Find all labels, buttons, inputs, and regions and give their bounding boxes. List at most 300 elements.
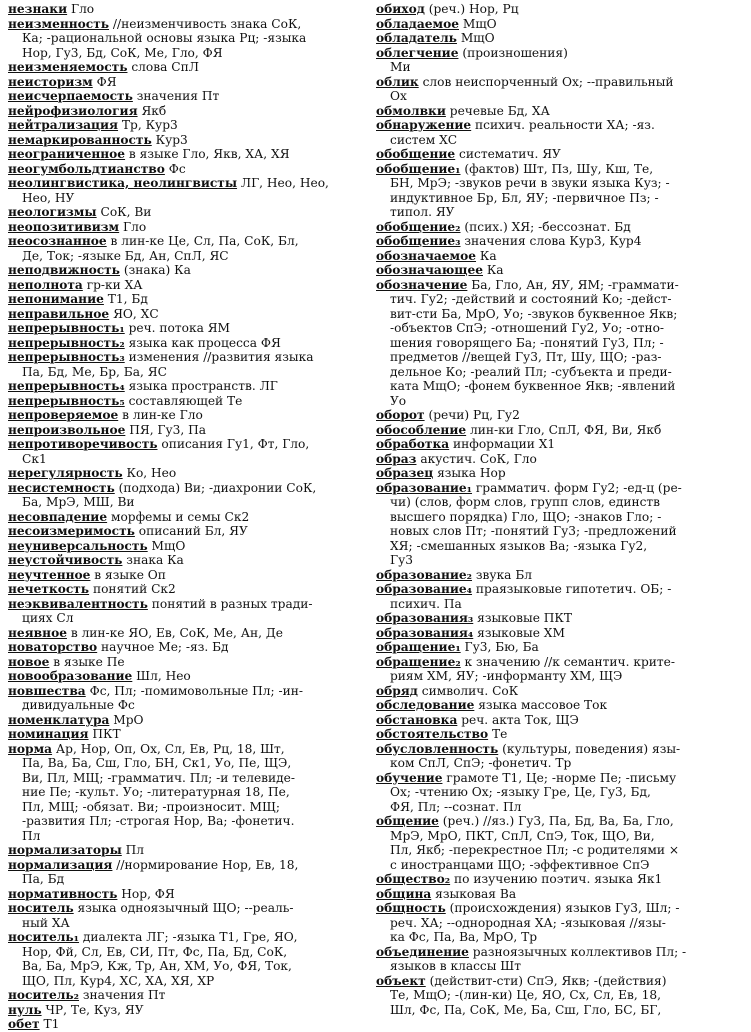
entry-continuation [8,611,364,626]
entry-text: языка Нор [433,466,506,480]
entry-continuation [8,974,364,989]
entry-headword: облегчение [376,45,459,60]
entry-headword: обобщение₁ [376,161,461,176]
entry-headword: обследование [376,698,475,712]
entry-text: Уо [390,393,407,408]
entry-text: ние Пе; -культ. Уо; -литературная 18, Пе, [22,785,290,799]
entry-headword: неизменность [8,16,110,31]
entry-text: Пл [22,828,41,843]
index-entry [8,582,364,597]
entry-text: информации Х1 [449,437,556,451]
entry-text: ный ХА [22,915,70,930]
entry-headword: общность [376,901,446,915]
entry-headword: непротиворечивость [8,437,158,451]
entry-text: Ви, Пл, МЩ; -грамматич. Пл; -и телевиде- [22,770,295,785]
entry-text: языка одноязычный ЩО; --реаль- [73,901,294,915]
entry-text: Ох [390,89,407,103]
entry-headword: образование₂ [376,567,473,582]
entry-headword: несоизмеримость [8,524,135,538]
entry-text: ЧР, Те, Куз, ЯУ [41,1002,144,1017]
entry-text: Де, Ток; -языке Бд, Ан, СпЛ, ЯС [22,248,229,263]
entry-headword: непрерывность₅ [8,393,125,408]
entry-text: языка пространств. ЛГ [124,379,278,393]
index-entry [8,510,364,525]
index-entry [376,452,732,467]
entry-text: языка как процесса ФЯ [124,335,281,350]
entry-text: (реч.) Нор, Рц [424,2,519,16]
entry-headword: неолингвистика, неолингвисты [8,176,238,190]
entry-text: вит-сти Ба, МрО, Уо; -звуков буквенное Якв; [390,306,678,321]
entry-text: Ми [390,60,411,74]
entry-text: ПЯ, Гу3, Па [125,422,207,437]
entry-text: слов неиспорченный Ох; --правильный [418,74,674,89]
index-entry [376,814,732,829]
index-entry [376,220,732,235]
entry-headword: непрерывность₄ [8,379,125,393]
entry-continuation [8,829,364,844]
entry-headword: неисторизм [8,74,93,89]
entry-headword: непрерывность₁ [8,321,125,335]
index-entry [8,466,364,481]
index-entry [376,901,732,916]
index-entry [376,162,732,177]
entry-text: изменения //развития языка [124,350,314,364]
entry-text: Шл, Фс, Па, СоК, Ме, Ба, Сш, Гло, БС, БГ, [390,1002,662,1017]
index-entry [376,887,732,902]
entry-text: дивидуальные Фс [22,698,135,712]
index-entry [376,872,732,887]
index-entry [8,568,364,583]
entry-headword: образования₄ [376,625,474,640]
entry-text: СоК, Ви [96,205,152,219]
entry-headword: норма [8,741,53,756]
entry-headword: обращение₁ [376,640,461,654]
entry-continuation [376,89,732,104]
entry-text: диалекта ЛГ; -языка Т1, Гре, ЯО, [79,930,298,944]
entry-text: разноязычных коллективов Пл; - [468,944,687,959]
entry-text: в языке Пе [49,654,125,669]
index-entry [8,887,364,902]
entry-text: Нор, Фй, Сл, Ев, СИ, Пт, Фс, Па, Бд, СоК, [22,944,288,959]
index-entry [8,118,364,133]
entry-text: МрО [109,712,144,727]
index-entry [8,553,364,568]
entry-text: дельное Ко; -реалий Пл; -субъекта и преди- [390,364,672,379]
entry-text: в лин-ке Це, Сл, Па, СоК, Бл, [106,234,299,248]
entry-continuation [376,176,732,191]
entry-text: Т1, Бд [103,292,148,306]
entry-text: предметов //вещей Гу3, Пт, Шу, ЩО; -раз- [390,350,662,364]
entry-headword: неправильное [8,306,110,321]
entry-text: Пл, Якб; -перекрестное Пл; -с родителями × [390,843,680,857]
entry-headword: обработка [376,437,450,451]
index-entry [8,858,364,873]
entry-text: циях Сл [22,611,74,625]
entry-headword: неопозитивизм [8,219,120,234]
index-entry [8,727,364,742]
entry-continuation [376,785,732,800]
entry-text: реч. потока ЯМ [124,321,231,335]
entry-text: (произношения) [458,45,568,60]
entry-text: ХЯ; -смешанных языков Ва; -языка Гу2, [390,538,648,553]
index-entry [376,118,732,133]
index-entry [376,17,732,32]
entry-headword: неосознанное [8,234,107,248]
entry-text: Нор, Гу3, Бд, СоК, Ме, Гло, ФЯ [22,45,223,60]
index-entry [8,524,364,539]
entry-headword: обобщение₂ [376,219,461,234]
index-entry [376,31,732,46]
entry-text: с иностранцами ЩО; -эффективное СпЭ [390,857,650,872]
entry-text: (псих.) ХЯ; -бессознат. Бд [460,219,631,234]
entry-headword: нормализация [8,857,113,872]
entry-continuation [376,292,732,307]
index-entry [8,988,364,1003]
index-entry [8,481,364,496]
entry-continuation [8,365,364,380]
entry-continuation [8,698,364,713]
entry-text: Па, Бд, Ме, Бр, Ба, ЯС [22,364,167,379]
entry-continuation [376,553,732,568]
entry-text: Пл [121,843,145,857]
entry-headword: неэквивалентность [8,596,148,611]
entry-continuation [376,495,732,510]
entry-text: ка Фс, Па, Ва, МрО, Тр [390,930,538,944]
entry-text: значения слова Кур3, Кур4 [460,234,642,248]
entry-continuation [376,756,732,771]
entry-headword: номинация [8,727,89,741]
entry-continuation [376,365,732,380]
entry-text: лин-ки Гло, СпЛ, ФЯ, Ви, Якб [466,422,662,437]
entry-headword: обозначение [376,277,468,292]
index-entry [376,626,732,641]
entry-text: тич. Гу2; -действий и состояний Ко; -дейст- [390,292,672,306]
index-entry [8,234,364,249]
entry-text: ком СпЛ, СпЭ; -фонетич. Тр [390,756,572,770]
entry-headword: неисчерпаемость [8,89,133,103]
entry-text: языковые ХМ [473,625,565,640]
index-entry [376,481,732,496]
entry-text: по изучению поэтич. языка Як1 [450,872,663,886]
entry-headword: объект [376,973,426,988]
entry-headword: образования₃ [376,611,474,625]
entry-continuation [8,495,364,510]
entry-continuation [376,321,732,336]
entry-continuation [376,307,732,322]
entry-headword: носитель₁ [8,930,80,944]
entry-continuation [8,771,364,786]
index-entry [376,408,732,423]
index-entry [8,437,364,452]
entry-text: языка массовое Ток [474,698,608,712]
entry-continuation [376,510,732,525]
entry-text: МщО [147,538,186,553]
index-entry [8,89,364,104]
entry-headword: непонимание [8,292,104,306]
entry-continuation [8,785,364,800]
entry-text: (подхода) Ви; -диахронии СоК, [114,480,317,495]
index-entry [8,162,364,177]
entry-text: составляющей Те [124,393,243,408]
entry-text: Т1 [39,1017,60,1031]
entry-text: систематич. ЯУ [455,147,561,161]
entry-text: ПКТ [88,727,121,741]
index-entry [8,104,364,119]
index-entry [8,655,364,670]
entry-text: ЯО, ХС [109,306,159,321]
entry-headword: обозначаемое [376,248,477,263]
entry-text: //неизменчивость знака СоК, [109,16,302,31]
entry-headword: неизменяемость [8,60,128,74]
index-entry [376,684,732,699]
entry-headword: незнаки [8,2,68,16]
entry-text: шения говорящего Ба; -понятий Гу3, Пл; - [390,335,664,350]
index-entry [8,684,364,699]
entry-text: знака Ка [122,553,184,567]
entry-text: высшего порядка) Гло, ЩО; -знаков Гло; - [390,509,662,524]
entry-text: (происхождения) языков Гу3, Шл; - [445,901,680,915]
entry-continuation [8,31,364,46]
entry-text: Гло [119,219,147,234]
entry-text: Гу3 [390,553,413,567]
entry-headword: носитель₂ [8,988,80,1002]
index-entry [8,379,364,394]
entry-headword: община [376,886,432,901]
entry-text: Ск1 [22,451,47,466]
index-entry [8,75,364,90]
index-entry [376,698,732,713]
entry-text: ката МщО; -фонем буквенное Якв; -явлений [390,379,676,393]
entry-headword: обиход [376,2,425,16]
entry-headword: нуль [8,1002,42,1017]
entry-continuation [376,336,732,351]
entry-headword: обстановка [376,712,458,727]
entry-headword: обусловленность [376,741,499,756]
entry-text: Ко, Нео [122,466,177,480]
entry-text: Шл, Нео [132,669,191,683]
entry-continuation [376,539,732,554]
entry-headword: обобщение₃ [376,234,461,248]
index-entry [8,176,364,191]
index-entry [8,930,364,945]
index-entry [376,655,732,670]
entry-headword: обет [8,1017,40,1031]
entry-text: Ка; -рациональной основы языка Рц; -языка [22,31,307,45]
index-entry [8,742,364,757]
entry-headword: обособление [376,422,467,437]
entry-text: систем ХС [390,132,458,147]
entry-text: Гу3, Бю, Ба [460,640,539,654]
entry-headword: неологизмы [8,205,97,219]
index-entry [376,713,732,728]
entry-continuation [8,191,364,206]
entry-text: понятий Ск2 [89,582,176,596]
entry-text: //нормирование Нор, Ев, 18, [112,857,299,872]
entry-headword: нечеткость [8,582,90,596]
index-entry [8,350,364,365]
entry-text: Нео, НУ [22,190,75,205]
entry-text: -развития Пл; -строгая Нор, Ва; -фонетич. [22,814,295,828]
index-entry [8,669,364,684]
entry-text: ФЯ [92,74,117,89]
entry-continuation [376,597,732,612]
entry-text: грамоте Т1, Це; -норме Пе; -письму [442,770,677,785]
entry-continuation [376,930,732,945]
entry-text: праязыковые гипотетич. ОБ; - [472,582,672,596]
entry-continuation [376,379,732,394]
entry-text: Па, Ва, Ба, Сш, Гло, БН, Ск1, Уо, Пе, ЩЭ, [22,756,292,770]
entry-text: риям ХМ, ЯУ; -информанту ХМ, ЩЭ [390,669,623,683]
entry-continuation [8,814,364,829]
entry-text: звука Бл [472,567,533,582]
index-entry [8,597,364,612]
entry-continuation [376,133,732,148]
entry-headword: новое [8,654,50,669]
entry-text: реч. ХА; --однородная ХА; -языковая //язы- [390,915,666,930]
entry-text: в языке Оп [90,567,166,582]
entry-headword: неявное [8,625,67,640]
entry-text: Якб [137,103,167,118]
index-entry [8,17,364,32]
entry-text: Кур3 [151,132,188,147]
entry-continuation [376,205,732,220]
entry-headword: нейтрализация [8,118,119,132]
entry-continuation [8,452,364,467]
index-entry [8,1017,364,1032]
entry-headword: неучтенное [8,567,91,582]
index-entry [376,582,732,597]
entry-text: Ба, Гло, Ан, ЯУ, ЯМ; -граммати- [467,277,679,292]
entry-headword: образование₄ [376,582,473,596]
entry-text: значения Пт [132,89,220,103]
entry-text: психич. реальности ХА; -яз. [471,118,655,132]
entry-continuation [376,916,732,931]
entry-text: значения Пт [79,988,166,1002]
entry-headword: непроверяемое [8,408,119,422]
entry-text: Гло [67,2,95,16]
entry-text: слова СпЛ [127,60,199,74]
entry-headword: обобщение [376,147,456,161]
index-entry [8,263,364,278]
entry-headword: оборот [376,408,425,422]
index-entry [8,133,364,148]
index-entry [376,742,732,757]
entry-text: МщО [459,16,497,31]
entry-continuation [376,988,732,1003]
index-entry [376,568,732,583]
index-entry [376,945,732,960]
entry-text: акустич. СоК, Гло [416,451,537,466]
entry-headword: образец [376,466,434,480]
entry-continuation [376,843,732,858]
index-entry [8,321,364,336]
entry-text: символич. СоК [417,683,519,698]
entry-text: Ва, Ба, МрЭ, Кж, Тр, Ан, ХМ, Уо, ФЯ, Ток, [22,959,292,973]
entry-headword: несовпадение [8,509,108,524]
entry-continuation [376,1003,732,1018]
index-entry [8,220,364,235]
entry-headword: обряд [376,683,418,698]
right-column [376,2,732,1032]
index-entry [376,104,732,119]
index-entry [376,2,732,17]
entry-continuation [8,945,364,960]
columns [8,2,745,1032]
entry-continuation [376,829,732,844]
index-entry [376,727,732,742]
index-entry [8,336,364,351]
entry-headword: общение [376,814,439,828]
entry-headword: обращение₂ [376,654,461,669]
entry-text: в языке Гло, Якв, ХА, ХЯ [125,147,290,161]
entry-continuation [376,191,732,206]
entry-continuation [8,46,364,61]
index-entry [376,611,732,626]
entry-text: психич. Па [390,596,462,611]
entry-headword: обладаемое [376,16,459,31]
entry-headword: обстоятельство [376,727,489,741]
index-entry [376,263,732,278]
index-entry [376,46,732,61]
entry-headword: носитель [8,901,74,915]
index-entry [8,292,364,307]
entry-text: ФЯ, Пл; --сознат. Пл [390,799,522,814]
index-entry [8,147,364,162]
entry-headword: немаркированность [8,132,152,147]
index-entry [376,466,732,481]
index-entry [376,423,732,438]
entry-text: языковая Ва [431,886,517,901]
entry-headword: неогумбольдтианство [8,161,165,176]
index-entry [8,60,364,75]
entry-headword: неуниверсальность [8,538,148,553]
entry-headword: неполнота [8,277,83,292]
entry-headword: новаторство [8,640,98,654]
entry-text: Па, Бд [22,872,65,886]
entry-headword: обучение [376,770,443,785]
entry-headword: нормализаторы [8,843,122,857]
entry-text: -объектов СпЭ; -отношений Гу2, Уо; -отно- [390,321,665,335]
entry-continuation [8,916,364,931]
entry-text: языковые ПКТ [473,611,572,625]
entry-text: речевые Бд, ХА [445,103,550,118]
entry-headword: обозначающее [376,263,483,277]
entry-text: (реч.) //яз.) Гу3, Па, Бд, Ва, Ба, Гло, [438,814,674,828]
entry-text: (фактов) Шт, Пз, Шу, Кш, Те, [460,161,654,176]
entry-text: (культуры, поведения) язы- [498,741,681,756]
entry-text: морфемы и семы Ск2 [107,509,250,524]
entry-text: Те [488,727,508,741]
entry-text: типол. ЯУ [390,205,455,219]
index-entry [8,843,364,858]
entry-text: Ба, МрЭ, МШ, Ви [22,495,135,509]
index-entry [8,2,364,17]
index-entry [376,75,732,90]
index-entry [8,205,364,220]
entry-continuation [376,394,732,409]
entry-text: Фс [164,161,186,176]
entry-headword: неограниченное [8,147,126,161]
entry-continuation [376,959,732,974]
entry-text: новых слов Пт; -понятий Гу3; -предложений [390,524,677,538]
entry-text: Ох; -чтению Ох; -языку Гре, Це, Гу3, Бд, [390,785,651,799]
entry-text: (речи) Рц, Гу2 [424,408,520,422]
entry-text: в лин-ке Гло [118,408,203,422]
index-entry [8,408,364,423]
index-entry [8,394,364,409]
entry-headword: нейрофизиология [8,103,138,118]
entry-headword: образование₁ [376,480,473,495]
